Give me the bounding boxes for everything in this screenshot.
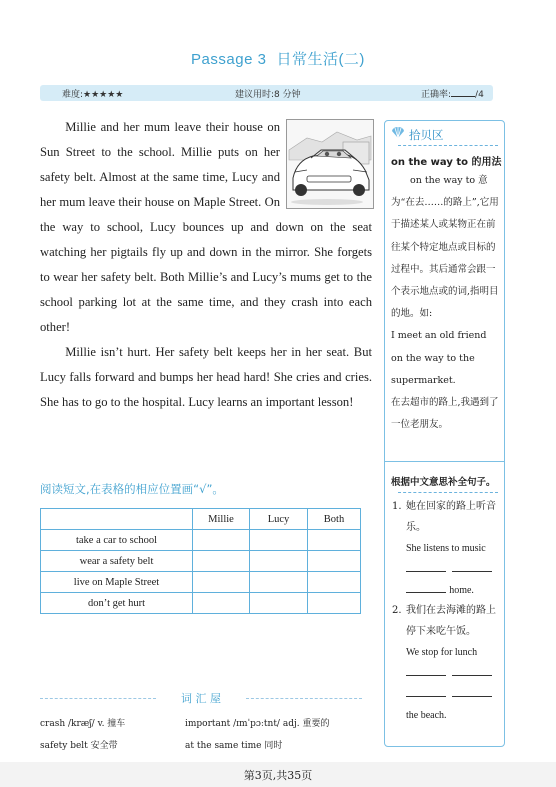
column-header: Both: [308, 509, 361, 530]
car-illustration: [286, 119, 374, 209]
answer-blank[interactable]: [452, 665, 492, 676]
car-icon: [287, 120, 373, 208]
example-zh: 在去超市的路上,我遇到了一位老朋友。: [391, 397, 499, 431]
row-label: wear a safety belt: [41, 551, 193, 572]
column-header: Lucy: [250, 509, 308, 530]
sidebar-explanation: on the way to 意为“在去……的路上”,它用于描述某人或某物正在前往某个特定地点或目标的过程中。其后通常会跟一个表示地点或的词,指明目的地。如: I meet an old friend on the way to the supermarket. 在去超市的路上,我遇到了一位老朋友。: [391, 170, 501, 436]
accuracy-blank[interactable]: [451, 87, 475, 97]
vocab-item: important /ɪmˈpɔːtnt/ adj. 重要的: [185, 719, 330, 729]
sidebar-dash: [398, 492, 498, 493]
answer-cell[interactable]: [250, 593, 308, 614]
answer-cell[interactable]: [308, 593, 361, 614]
answer-cell[interactable]: [308, 530, 361, 551]
page-title: [0, 48, 556, 69]
vocab-item: crash /kræʃ/ v. 撞车: [40, 719, 126, 729]
info-bar: [40, 85, 493, 101]
answer-blank[interactable]: [452, 686, 492, 697]
sidebar-title: 拾贝区: [409, 128, 444, 142]
table-row: [41, 572, 361, 593]
answer-blank[interactable]: [406, 665, 446, 676]
table-header-row: [41, 509, 361, 530]
paragraph-2: Millie isn’t hurt. Her safety belt keeps her in her seat. But Lucy falls forward and bumps her head hard! She cries and cries. She has to go to the hospital. Lucy learns an important lesson!: [40, 345, 372, 409]
answer-cell[interactable]: [250, 551, 308, 572]
vocab-item: safety belt 安全带: [40, 741, 118, 751]
table-row: [41, 530, 361, 551]
column-header: Millie: [193, 509, 250, 530]
exercise-title: 根据中文意思补全句子。: [391, 477, 496, 488]
answer-cell[interactable]: [193, 572, 250, 593]
passage-topic: 日常生活(二): [276, 51, 365, 68]
suggested-time: 建议用时:8 分钟: [235, 90, 301, 100]
difficulty-rating: 难度:★★★★★: [62, 90, 124, 100]
vocab-item: at the same time 同时: [185, 741, 283, 751]
answer-cell[interactable]: [193, 530, 250, 551]
answer-cell[interactable]: [250, 530, 308, 551]
answer-cell[interactable]: [308, 551, 361, 572]
question-2: 2. 我们在去海滩的路上停下来吃午饭。 We stop for lunch the beach.: [392, 605, 496, 721]
row-label: take a car to school: [41, 530, 193, 551]
table-row: [41, 551, 361, 572]
vocab-title: 词 汇 屋: [181, 692, 221, 705]
answer-blank[interactable]: [406, 561, 446, 572]
paragraph-1: Millie and her mum leave their house on Sun Street to the school. Millie puts on her safety belt. Almost at the same time, Lucy and her mum leave their house on Maple Street. On the way to school, Lucy bounces up and down on the seat watching her pigtails fly up and down in the mirror. She forgets to wear her safety belt. Both Millie’s and Lucy’s mums get to the school parking lot at the same time, and they crash into each other!: [40, 115, 372, 340]
table-corner: [41, 509, 193, 530]
answer-blank[interactable]: [406, 686, 446, 697]
row-label: don’t get hurt: [41, 593, 193, 614]
question-1: 1. 她在回家的路上听音乐。 She listens to music home.: [392, 501, 496, 596]
answer-cell[interactable]: [250, 572, 308, 593]
row-label: live on Maple Street: [41, 572, 193, 593]
answer-cell[interactable]: [193, 593, 250, 614]
answer-cell[interactable]: [193, 551, 250, 572]
accuracy-label: 正确率: /4: [421, 87, 484, 100]
sidebar-divider: [385, 461, 504, 462]
passage-number: Passage 3: [191, 51, 267, 68]
sidebar-dash: [398, 145, 498, 146]
table-row: [41, 593, 361, 614]
sidebar-heading: on the way to 的用法: [391, 157, 502, 168]
example-en: I meet an old friend on the way to the supermarket.: [391, 330, 487, 386]
shell-icon: [391, 126, 405, 144]
answer-cell[interactable]: [308, 572, 361, 593]
page-number: 第3页,共35页: [243, 769, 313, 782]
task-instruction: 阅读短文,在表格的相应位置画“√”。: [40, 482, 224, 496]
answer-blank[interactable]: [452, 561, 492, 572]
answer-table: [40, 508, 361, 614]
answer-blank[interactable]: [406, 582, 446, 593]
